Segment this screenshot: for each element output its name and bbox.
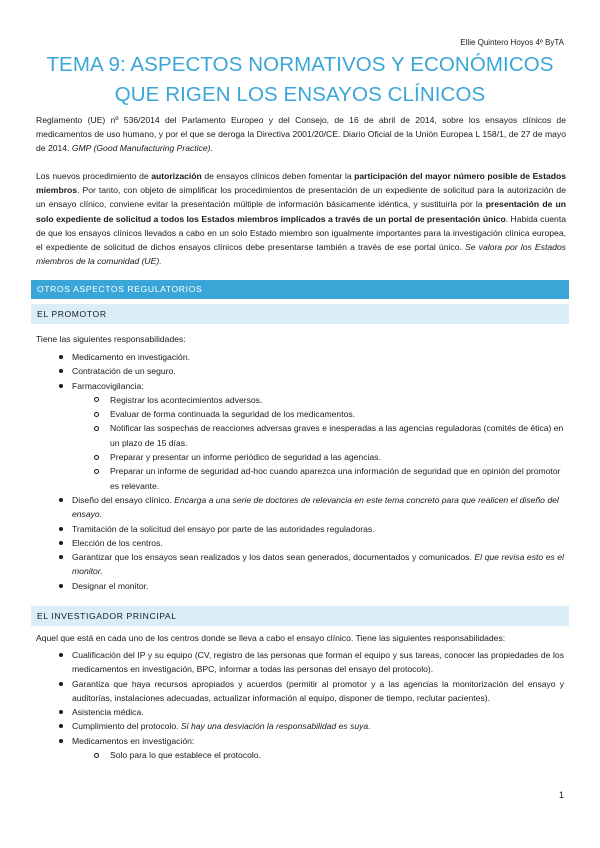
promotor-intro: Tiene las siguientes responsabilidades: — [36, 334, 186, 344]
investigador-responsibilities-list — [0, 648, 600, 762]
sub-list-item: Preparar y presentar un informe periódico de seguridad a las agencias. — [0, 450, 564, 464]
text-run: . Habida cuenta de que los ensayos clínicos llevados a cabo en un solo Estado miembro son igualmente importantes para la investigación clínica europea, el expediente de solicitud de dichos ensayos clínicos debe presentarse también a través de ese portal único. — [36, 213, 566, 253]
regulation-paragraph — [36, 113, 566, 156]
italic-run: Encarga a una serie de doctores de relevancia en este tema concreto para que realicen el diseño del ensayo. — [72, 494, 559, 520]
bold-run: participación del mayor número posible de Estados miembros — [36, 171, 567, 196]
text-run: Garantizar que los ensayos sean realizados y los datos sean generados, documentados y comunicados. — [72, 552, 475, 563]
authorization-paragraph — [36, 169, 566, 268]
list-item: Garantiza que haya recursos apropiados y acuerdos (permitir al promotor y a las agencias la monitorización del ensayo y auditorías, instalaciones adecuadas, actualizar información al equipo, disponer de tiempo, reclutar pacientes). — [0, 677, 564, 706]
list-item: Asistencia médica. — [0, 705, 564, 719]
text-run: de ensayos clínicos deben fomentar la — [201, 171, 355, 181]
list-item: Contratación de un seguro. — [0, 364, 564, 378]
regulation-text: Reglamento (UE) nº 536/2014 del Parlamento Europeo y del Consejo, de 16 de abril de 2014, sobre los ensayos clínicos de medicamentos de uso humano, y por el que se deroga la Directiva 2001/20/CE. Diario Oficial de la Unión Europea L 158/1, de 27 de mayo de 2014. — [36, 115, 566, 154]
list-item: Cualificación del IP y su equipo (CV, registro de las personas que forman el equipo y sus tareas, conocer las propiedades de los medicamentos en investigación, BPC, informar a todas las personas del ensayo del protocolo). — [0, 648, 564, 677]
sub-list-item: Solo para lo que establece el protocolo. — [0, 748, 564, 762]
promotor-responsibilities-list — [0, 350, 600, 593]
sub-list-item: Registrar los acontecimientos adversos. — [0, 393, 564, 407]
list-item — [0, 550, 564, 579]
sub-list-item: Evaluar de forma continuada la seguridad de los medicamentos. — [0, 407, 564, 421]
list-item: Medicamentos en investigación: — [0, 734, 564, 748]
section-header-promotor: EL PROMOTOR — [31, 304, 569, 324]
investigador-intro: Aquel que está en cada uno de los centros donde se lleva a cabo el ensayo clínico. Tiene las siguientes responsabilidades: — [36, 633, 506, 643]
sub-list-item: Preparar un informe de seguridad ad-hoc cuando aparezca una información de seguridad que en opinión del promotor es relevante. — [0, 464, 564, 493]
page-number: 1 — [558, 790, 564, 800]
text-run: Cumplimiento del protocolo. — [72, 721, 181, 732]
text-run: Diseño del ensayo clínico. — [72, 494, 175, 505]
bold-run: presentación de un solo expediente de solicitud a todos los Estados miembros implicados a través de un portal de presentación único — [36, 199, 566, 224]
text-run: Los nuevos procedimiento de — [36, 171, 152, 181]
italic-run: El que revisa esto es el monitor. — [72, 552, 564, 577]
author-name: Ellie Quintero Hoyos 4º ByTA — [460, 38, 564, 47]
italic-run: Se valora por los Estados miembros de la comunidad (UE). — [36, 242, 566, 267]
list-item: Designar el monitor. — [0, 579, 564, 593]
italic-run: Si hay una desviación la responsabilidad es suya. — [180, 721, 371, 732]
gmp-note: GMP (Good Manufacturing Practice). — [71, 143, 213, 154]
sub-list-item: Notificar las sospechas de reacciones adversas graves e inesperadas a las agencias reguladoras (comités de ética) en un plazo de 15 días. — [0, 421, 564, 450]
list-item — [0, 719, 564, 733]
text-run: . Por tanto, con objeto de simplificar los procedimientos de presentación de un expediente de solicitud para la autorización de un ensayo clínico, conviene evitar la presentación múltiple de información básicamente idéntica, y sustituirla por la — [36, 185, 566, 210]
page-title — [30, 50, 570, 110]
list-item: Tramitación de la solicitud del ensayo por parte de las autoridades reguladoras. — [0, 522, 564, 536]
title-line-2: QUE RIGEN LOS ENSAYOS CLÍNICOS — [114, 83, 486, 106]
list-item: Elección de los centros. — [0, 536, 564, 550]
list-item — [0, 493, 564, 522]
section-header-otros-aspectos: OTROS ASPECTOS REGULATORIOS — [31, 280, 569, 299]
section-header-investigador: EL INVESTIGADOR PRINCIPAL — [31, 606, 569, 626]
bold-run: autorización — [151, 171, 202, 181]
title-line-1: TEMA 9: ASPECTOS NORMATIVOS Y ECONÓMICOS — [46, 53, 554, 76]
list-item: Medicamento en investigación. — [0, 350, 564, 364]
list-item: Farmacovigilancia: — [0, 379, 564, 393]
